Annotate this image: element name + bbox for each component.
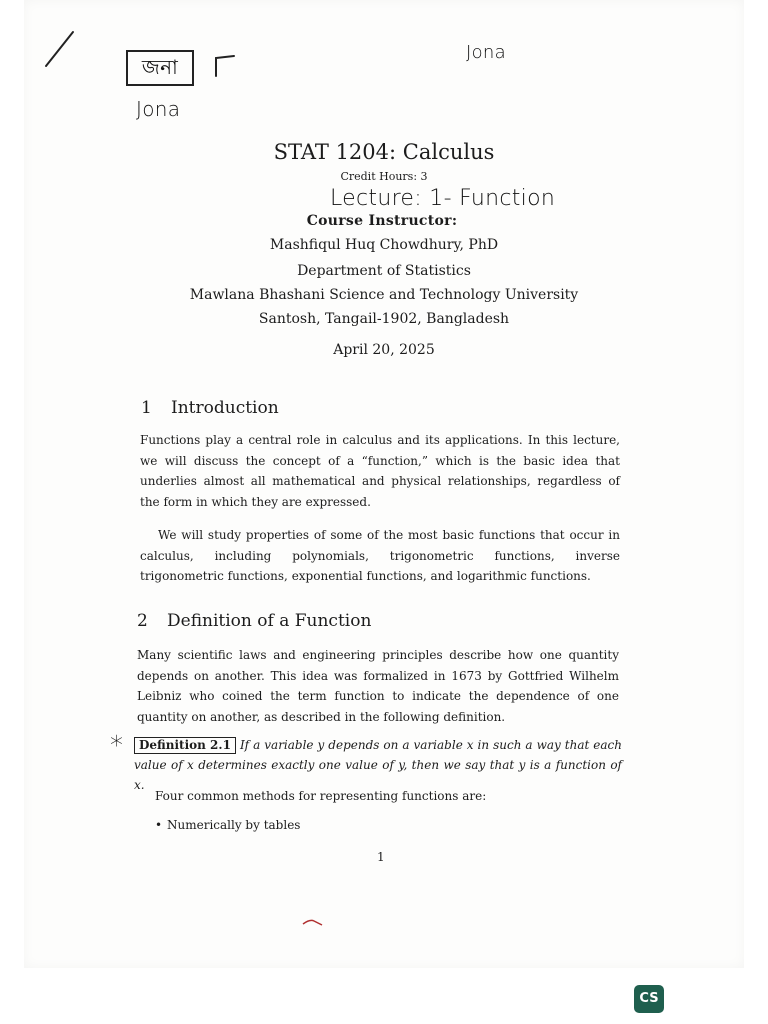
section-title: Introduction — [171, 398, 279, 418]
section-heading-definition — [137, 611, 371, 631]
page-number: 1 — [377, 850, 385, 864]
definition-text: If a variable y depends on a variable x in such a way that each value of x determines exactly one value of y, then we say that y is a function of x. — [134, 738, 622, 792]
handwritten-name-top: Jona — [466, 42, 506, 63]
handwritten-star-mark: * — [110, 731, 124, 761]
methods-intro: Four common methods for representing functions are: — [155, 789, 487, 803]
camscanner-badge: CS — [634, 985, 664, 1013]
definition-paragraph: Many scientific laws and engineering principles describe how one quantity depends on another. This idea was formalized in 1673 by Gottfried Wilhelm Leibniz who coined the term function to indicate the dependence of one quantity on another, as described in the following definition. — [137, 648, 619, 724]
section-title: Definition of a Function — [167, 611, 372, 631]
course-title: STAT 1204: Calculus — [273, 140, 495, 164]
section-number: 1 — [141, 398, 152, 418]
handwritten-lecture-note: Lecture: 1- Function — [330, 186, 556, 211]
pen-stroke-mark — [40, 28, 80, 70]
bullet-text: Numerically by tables — [167, 818, 301, 832]
section-number: 2 — [137, 611, 148, 631]
credit-hours: Credit Hours: 3 — [340, 170, 428, 183]
bengali-name-box: জনা — [126, 50, 194, 86]
definition-label: Definition 2.1 — [134, 737, 236, 754]
instructor-name: Mashfiqul Huq Chowdhury, PhD — [269, 237, 499, 253]
intro-paragraph-1: Functions play a central role in calculus and its applications. In this lecture, we will discuss the concept of a “function,” which is the basic idea that underlies almost all mathematical and physical relationships, regardless of the form in which they are expressed. — [140, 433, 620, 509]
date: April 20, 2025 — [333, 342, 435, 358]
address: Santosh, Tangail-1902, Bangladesh — [258, 311, 510, 327]
section-heading-introduction — [141, 398, 279, 418]
department: Department of Statistics — [297, 263, 471, 279]
bullet-item: • Numerically by tables — [155, 818, 301, 832]
pen-scribble-mark — [300, 915, 326, 929]
intro-paragraph-2: We will study properties of some of the most basic functions that occur in calculus, including polynomials, trigonometric functions, inverse trigonometric functions, exponential functions, and logarithmic functions. — [140, 528, 620, 583]
instructor-label: Course Instructor: — [306, 213, 458, 229]
university: Mawlana Bhashani Science and Technology University — [189, 287, 579, 303]
bracket-mark — [210, 52, 240, 80]
handwritten-name-left: Jona — [136, 97, 181, 121]
